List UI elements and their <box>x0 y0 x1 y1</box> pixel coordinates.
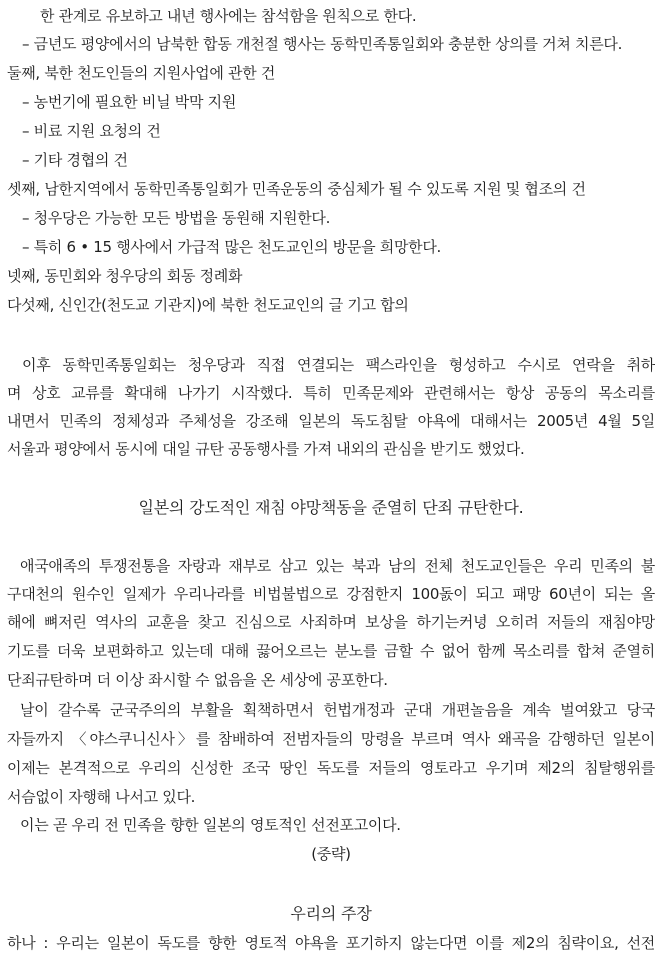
paragraph-line: 단죄규탄하며 더 이상 좌시할 수 없음을 온 세상에 공포한다. <box>7 671 388 689</box>
paragraph-line: 해에 뼈저린 역사의 교훈을 찾고 진심으로 사죄하며 보상을 하기는커녕 오히려 저들의 재침야망 <box>7 613 655 631</box>
paragraph-line: 날이 갈수록 군국주의의 부활을 획책하면서 헌법개정과 군대 개편놀음을 계속 벌여왔고 당국 <box>20 701 655 719</box>
section-item: 넷째, 동민회와 청우당의 회동 정례화 <box>7 267 243 285</box>
list-item: – 비료 지원 요청의 건 <box>22 122 161 140</box>
list-item: – 특히 6 • 15 행사에서 가급적 많은 천도교인의 방문을 희망한다. <box>22 238 441 256</box>
paragraph-line: 자들까지 〈야스쿠니신사〉를 참배하여 전범자들의 망령을 부르며 역사 왜곡을 감행하던 일본이 <box>7 730 655 748</box>
list-item: – 기타 경협의 건 <box>22 151 128 169</box>
section-heading: 우리의 주장 <box>290 904 372 923</box>
paragraph-line: 내면서 민족의 정체성과 주체성을 강조해 일본의 독도침탈 야욕에 대해서는 2005년 4월 5일 <box>7 412 655 430</box>
list-item: – 청우당은 가능한 모든 방법을 동원해 지원한다. <box>22 209 331 227</box>
text-line: 한 관계로 유보하고 내년 행사에는 참석함을 원칙으로 한다. <box>40 7 417 25</box>
paragraph-line: 며 상호 교류를 확대해 나가기 시작했다. 특히 민족문제와 관련해서는 항상 공동의 목소리를 <box>7 384 655 402</box>
paragraph-line: 서울과 평양에서 동시에 대일 규탄 공동행사를 가져 내외의 관심을 받기도 했었다. <box>7 440 525 458</box>
omission-marker: (중략) <box>311 845 351 863</box>
paragraph-line: 하나 : 우리는 일본이 독도를 향한 영토적 야욕을 포기하지 않는다면 이를 제2의 침략이요, 선전 <box>7 934 655 952</box>
paragraph-line: 이는 곧 우리 전 민족을 향한 일본의 영토적인 선전포고이다. <box>20 816 401 834</box>
paragraph-line: 기도를 더욱 보편화하고 있는데 대해 끓어오르는 분노를 금할 수 없어 함께 목소리를 합쳐 준열히 <box>7 642 655 660</box>
section-item: 다섯째, 신인간(천도교 기관지)에 북한 천도교인의 글 기고 합의 <box>7 296 409 314</box>
paragraph-line: 구대천의 원수인 일제가 우리나라를 비법불법으로 강점한지 100돐이 되고 패망 60년이 되는 올 <box>7 585 655 603</box>
paragraph-line: 이제는 본격적으로 우리의 신성한 조국 땅인 독도를 저들의 영토라고 우기며 제2의 침탈행위를 <box>7 759 655 777</box>
section-item: 둘째, 북한 천도인들의 지원사업에 관한 건 <box>7 64 276 82</box>
paragraph-line: 애국애족의 투쟁전통을 자랑과 재부로 삼고 있는 북과 남의 전체 천도교인들은 우리 민족의 불 <box>20 557 655 575</box>
section-item: 셋째, 남한지역에서 동학민족통일회가 민족운동의 중심체가 될 수 있도록 지원 및 협조의 건 <box>7 180 586 198</box>
section-heading: 일본의 강도적인 재침 야망책동을 준열히 단죄 규탄한다. <box>138 498 524 517</box>
list-item: – 농번기에 필요한 비닐 박막 지원 <box>22 93 237 111</box>
paragraph-line: 이후 동학민족통일회는 청우당과 직접 연결되는 팩스라인을 형성하고 수시로 연락을 취하 <box>22 356 655 374</box>
paragraph-line: 서슴없이 자행해 나서고 있다. <box>7 788 196 806</box>
list-item: – 금년도 평양에서의 남북한 합동 개천절 행사는 동학민족통일회와 충분한 상의를 거쳐 치른다. <box>22 35 623 53</box>
